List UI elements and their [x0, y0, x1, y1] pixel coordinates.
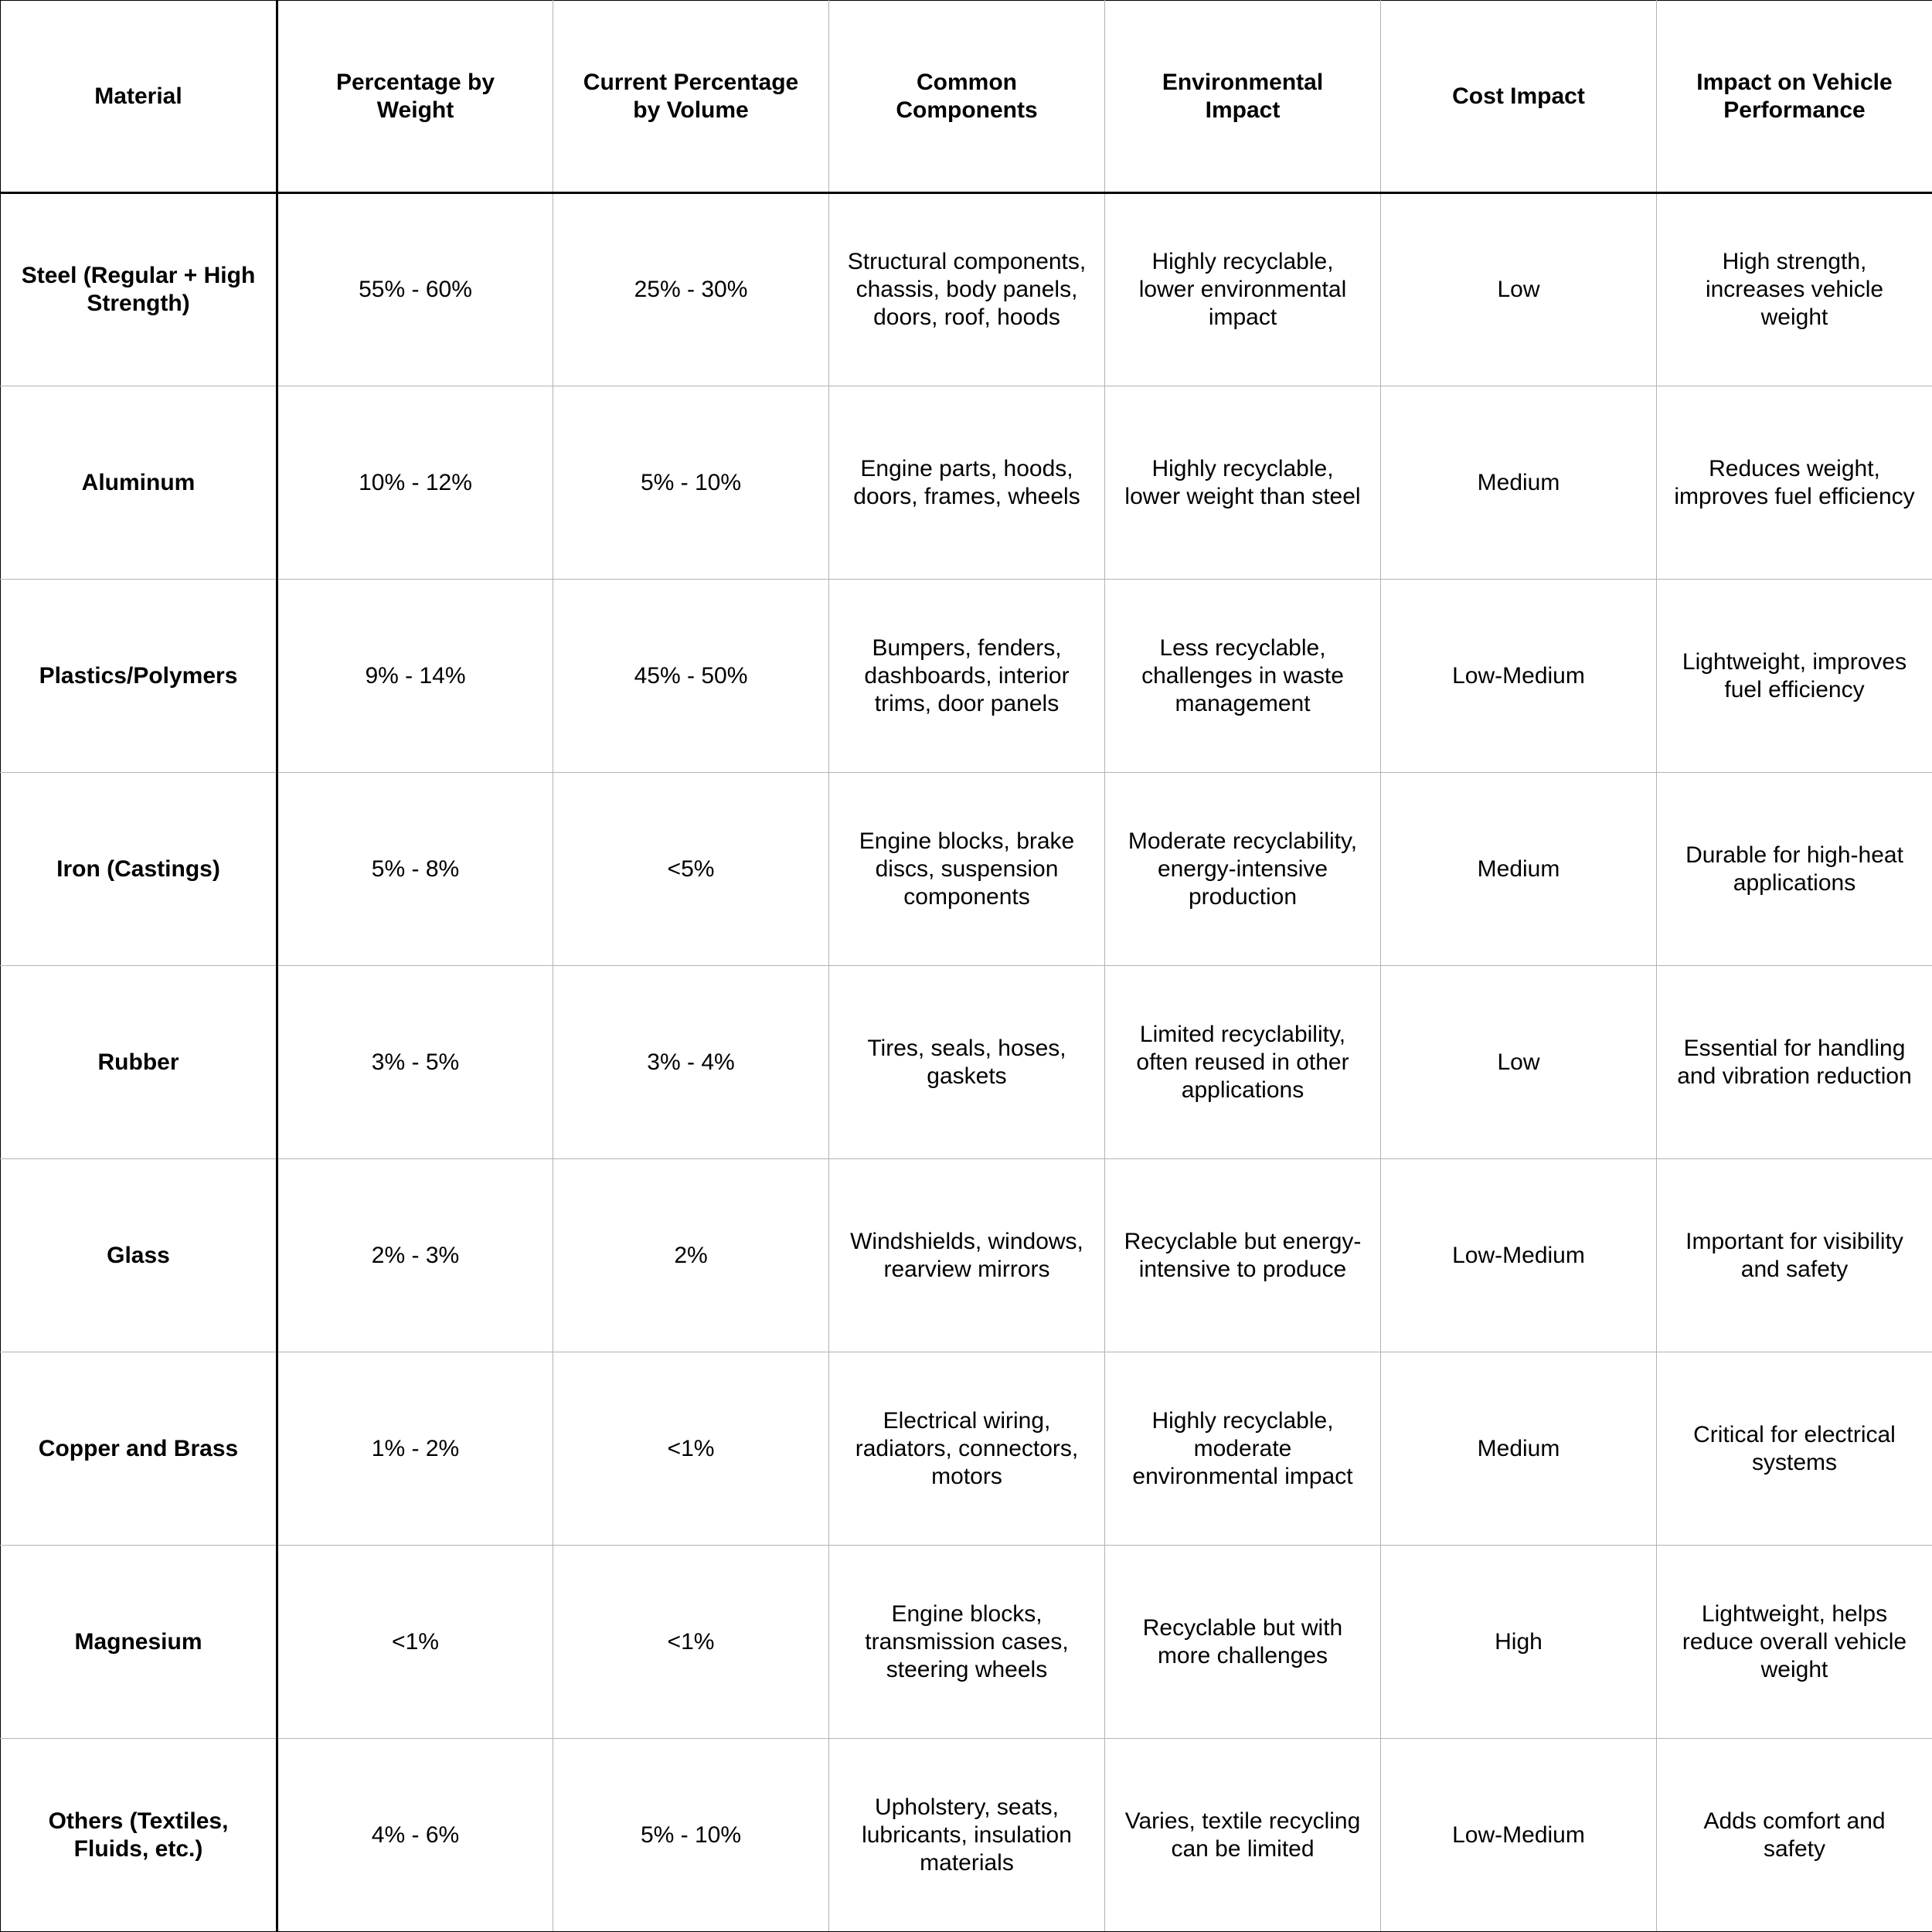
cell-environmental: Less recyclable, challenges in waste management [1105, 580, 1381, 773]
table-row [1, 386, 1932, 580]
cell-cost: Low [1381, 193, 1657, 386]
cell-material: Magnesium [1, 1546, 277, 1739]
cell-material: Iron (Castings) [1, 773, 277, 966]
cell-volume: <1% [553, 1352, 829, 1546]
cell-material: Plastics/Polymers [1, 580, 277, 773]
cell-material: Copper and Brass [1, 1352, 277, 1546]
cell-weight: 10% - 12% [277, 386, 553, 580]
cell-components: Engine parts, hoods, doors, frames, wheels [829, 386, 1105, 580]
cell-cost: Medium [1381, 386, 1657, 580]
table-row [1, 1352, 1932, 1546]
cell-environmental: Moderate recyclability, energy-intensive production [1105, 773, 1381, 966]
header-common-components: Common Components [829, 1, 1105, 193]
table-row [1, 1739, 1932, 1932]
cell-environmental: Highly recyclable, lower weight than steel [1105, 386, 1381, 580]
cell-weight: 9% - 14% [277, 580, 553, 773]
cell-volume: 5% - 10% [553, 386, 829, 580]
cell-cost: Low-Medium [1381, 1159, 1657, 1352]
header-percentage-by-weight: Percentage by Weight [277, 1, 553, 193]
cell-cost: Medium [1381, 1352, 1657, 1546]
cell-weight: <1% [277, 1546, 553, 1739]
cell-weight: 55% - 60% [277, 193, 553, 386]
cell-volume: 2% [553, 1159, 829, 1352]
header-percentage-by-volume: Current Percentage by Volume [553, 1, 829, 193]
cell-cost: Medium [1381, 773, 1657, 966]
header-material: Material [1, 1, 277, 193]
cell-components: Engine blocks, transmission cases, steering wheels [829, 1546, 1105, 1739]
cell-weight: 4% - 6% [277, 1739, 553, 1932]
header-environmental-impact: Environmental Impact [1105, 1, 1381, 193]
cell-volume: 45% - 50% [553, 580, 829, 773]
cell-environmental: Highly recyclable, lower environmental impact [1105, 193, 1381, 386]
cell-performance: Reduces weight, improves fuel efficiency [1657, 386, 1932, 580]
cell-weight: 1% - 2% [277, 1352, 553, 1546]
cell-material: Rubber [1, 966, 277, 1159]
header-cost-impact: Cost Impact [1381, 1, 1657, 193]
cell-environmental: Varies, textile recycling can be limited [1105, 1739, 1381, 1932]
cell-performance: Important for visibility and safety [1657, 1159, 1932, 1352]
cell-performance: High strength, increases vehicle weight [1657, 193, 1932, 386]
table-header [1, 1, 1932, 193]
cell-performance: Essential for handling and vibration reduction [1657, 966, 1932, 1159]
cell-material: Others (Textiles, Fluids, etc.) [1, 1739, 277, 1932]
cell-cost: High [1381, 1546, 1657, 1739]
header-row [1, 1, 1932, 193]
table-row [1, 1159, 1932, 1352]
cell-performance: Adds comfort and safety [1657, 1739, 1932, 1932]
cell-performance: Durable for high-heat applications [1657, 773, 1932, 966]
cell-material: Glass [1, 1159, 277, 1352]
cell-volume: 3% - 4% [553, 966, 829, 1159]
cell-components: Windshields, windows, rearview mirrors [829, 1159, 1105, 1352]
table-row [1, 1546, 1932, 1739]
header-vehicle-performance: Impact on Vehicle Performance [1657, 1, 1932, 193]
cell-cost: Low-Medium [1381, 580, 1657, 773]
cell-environmental: Recyclable but with more challenges [1105, 1546, 1381, 1739]
cell-material: Aluminum [1, 386, 277, 580]
table-row [1, 580, 1932, 773]
table-row [1, 773, 1932, 966]
cell-components: Engine blocks, brake discs, suspension components [829, 773, 1105, 966]
cell-performance: Lightweight, improves fuel efficiency [1657, 580, 1932, 773]
cell-volume: <1% [553, 1546, 829, 1739]
cell-components: Tires, seals, hoses, gaskets [829, 966, 1105, 1159]
cell-environmental: Recyclable but energy-intensive to produce [1105, 1159, 1381, 1352]
table-row [1, 966, 1932, 1159]
cell-weight: 3% - 5% [277, 966, 553, 1159]
table-body [1, 193, 1932, 1932]
cell-weight: 2% - 3% [277, 1159, 553, 1352]
table-row [1, 193, 1932, 386]
cell-volume: <5% [553, 773, 829, 966]
cell-volume: 25% - 30% [553, 193, 829, 386]
cell-components: Electrical wiring, radiators, connectors, motors [829, 1352, 1105, 1546]
cell-cost: Low-Medium [1381, 1739, 1657, 1932]
cell-performance: Critical for electrical systems [1657, 1352, 1932, 1546]
cell-volume: 5% - 10% [553, 1739, 829, 1932]
cell-environmental: Highly recyclable, moderate environmental impact [1105, 1352, 1381, 1546]
cell-performance: Lightweight, helps reduce overall vehicle weight [1657, 1546, 1932, 1739]
cell-components: Structural components, chassis, body panels, doors, roof, hoods [829, 193, 1105, 386]
cell-components: Upholstery, seats, lubricants, insulation materials [829, 1739, 1105, 1932]
cell-components: Bumpers, fenders, dashboards, interior trims, door panels [829, 580, 1105, 773]
cell-environmental: Limited recyclability, often reused in other applications [1105, 966, 1381, 1159]
cell-cost: Low [1381, 966, 1657, 1159]
cell-material: Steel (Regular + High Strength) [1, 193, 277, 386]
cell-weight: 5% - 8% [277, 773, 553, 966]
